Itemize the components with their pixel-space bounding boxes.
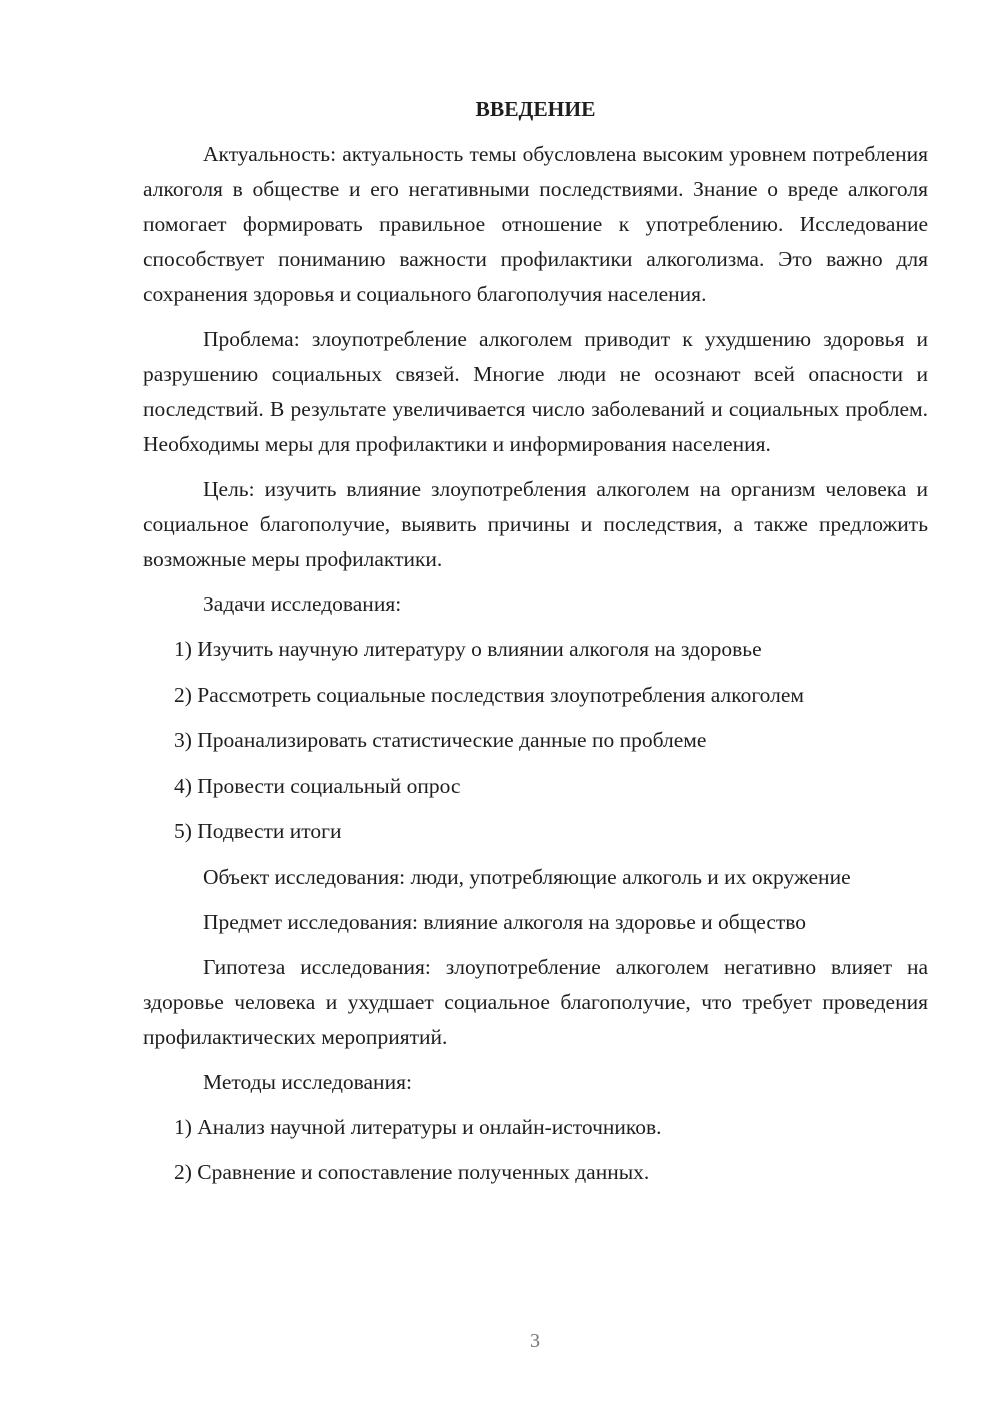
document-page [143, 92, 928, 1201]
subject-paragraph: Предмет исследования: влияние алкоголя на здоровье и общество [203, 909, 807, 934]
list-item: 3) Проанализировать статистические данные по проблеме [174, 728, 707, 752]
page-number: 3 [530, 1330, 540, 1352]
tasks-list [143, 632, 928, 849]
tasks-heading: Задачи исследования: [203, 592, 402, 616]
list-item: 1) Анализ научной литературы и онлайн-источников. [174, 1114, 662, 1139]
object-paragraph: Объект исследования: люди, употребляющие алкоголь и их окружение [203, 864, 851, 889]
list-item: 2) Сравнение и сопоставление полученных данных. [174, 1160, 650, 1184]
hypothesis-paragraph: Гипотеза исследования: злоупотребление алкоголем негативно влияет на здоровье человека и ухудшает социальное благополучие, что требует проведения профилактических мероприятий. [143, 954, 928, 1049]
goal-paragraph: Цель: изучить влияние злоупотребления алкоголем на организм человека и социальное благополучие, выявить причины и последствия, а также предложить возможные меры профилактики. [143, 477, 928, 571]
list-item: 2) Рассмотреть социальные последствия злоупотребления алкоголем [174, 682, 804, 707]
problem-paragraph: Проблема: злоупотребление алкоголем приводит к ухудшению здоровья и разрушению социальных связей. Многие люди не осознают всей опасности и последствий. В результате увеличивается число заболеваний и социальных проблем. Необходимы меры для профилактики и информирования населения. [143, 327, 928, 456]
methods-list [143, 1110, 928, 1191]
list-item: 4) Провести социальный опрос [174, 773, 461, 798]
list-item: 5) Подвести итоги [174, 819, 342, 843]
relevance-paragraph: Актуальность: актуальность темы обусловлена высоким уровнем потребления алкоголя в обществе и его негативными последствиями. Знание о вреде алкоголя помогает формировать правильное отношение к употреблению. Исследование способствует пониманию важности профилактики алкоголизма. Это важно для сохранения здоровья и социального благополучия населения. [143, 142, 928, 306]
list-item: 1) Изучить научную литературу о влиянии алкоголя на здоровье [174, 637, 762, 661]
methods-heading: Методы исследования: [203, 1069, 412, 1094]
page-title: ВВЕДЕНИЕ [475, 97, 596, 121]
